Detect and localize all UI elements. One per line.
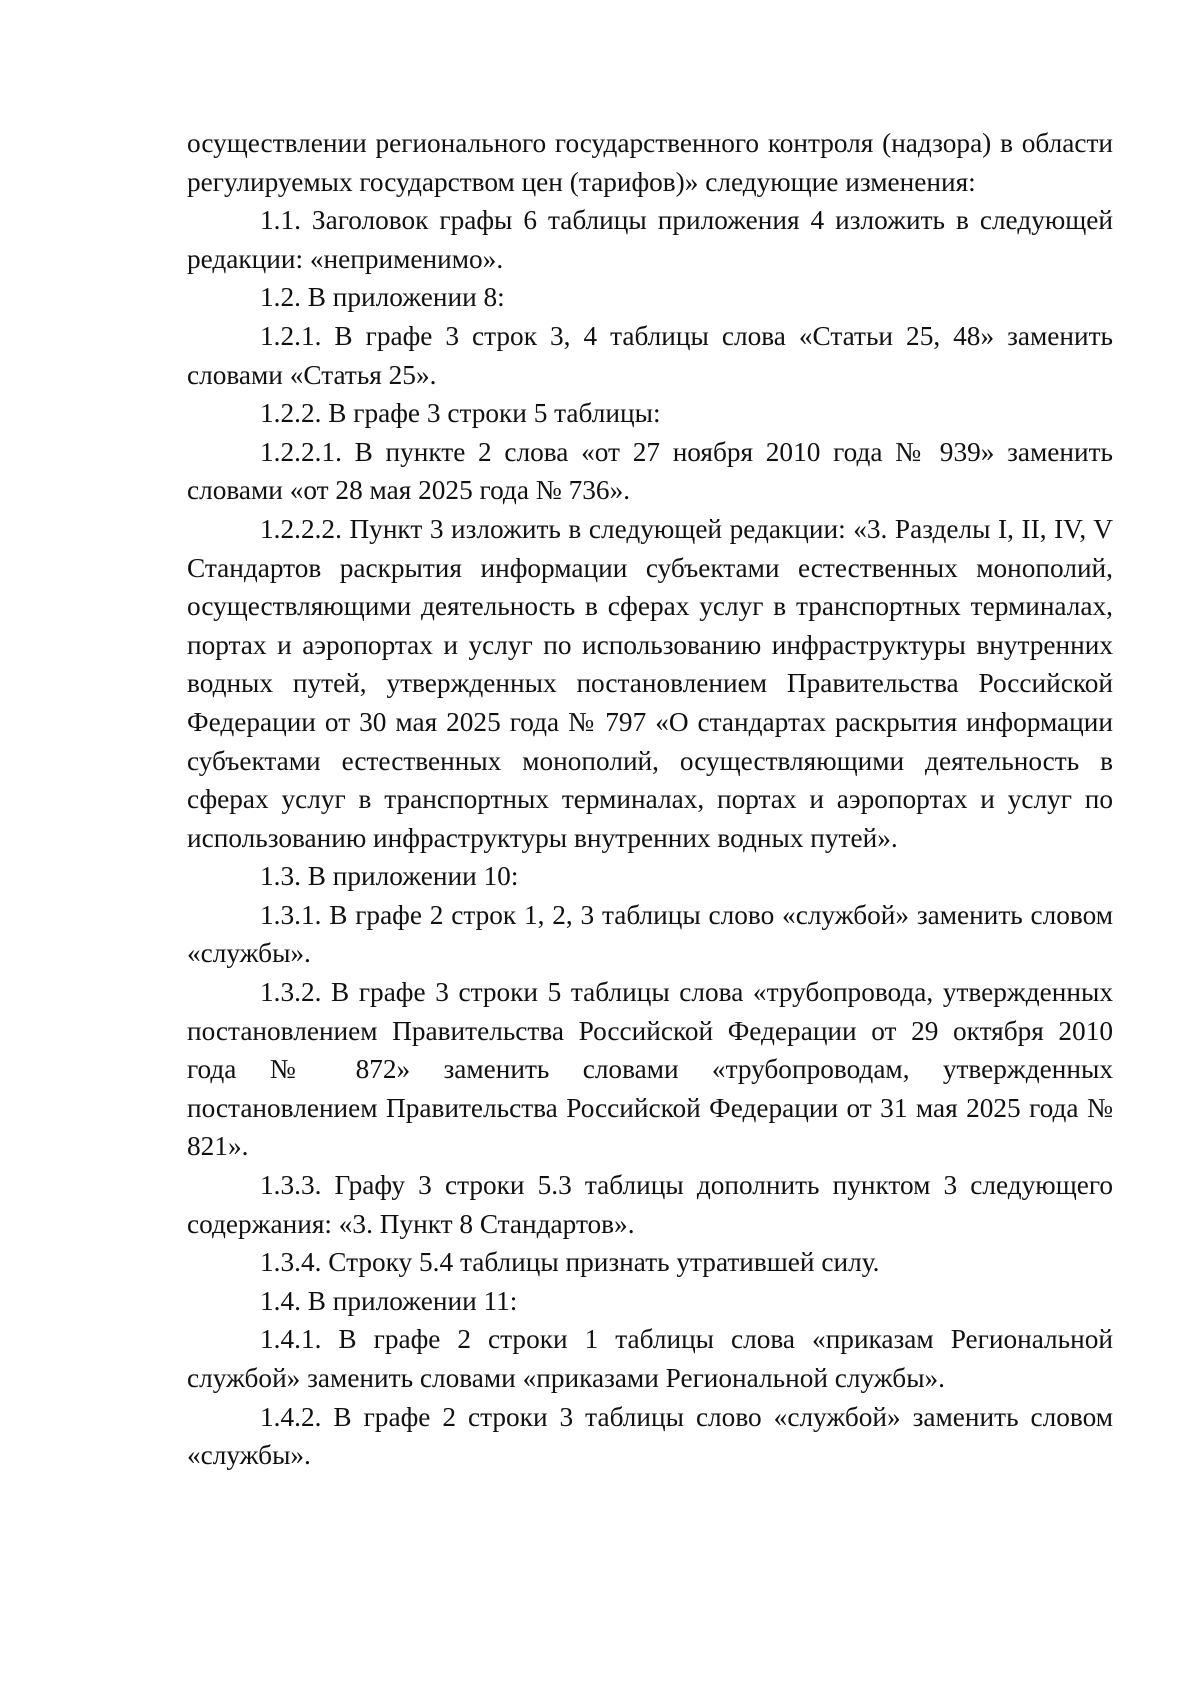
paragraph-1-4-1: 1.4.1. В графе 2 строки 1 таблицы слова «приказам Региональной службой» заменить словами «приказами Региональной службы». xyxy=(187,1324,1113,1393)
paragraph-1-3-3: 1.3.3. Графу 3 строки 5.3 таблицы дополнить пунктом 3 следующего содержания: «3. Пункт 8 Стандартов». xyxy=(187,1170,1113,1239)
paragraph-1-2: 1.2. В приложении 8: xyxy=(260,282,505,313)
paragraph-1-2-2-1: 1.2.2.1. В пункте 2 слова «от 27 ноября 2010 года № 939» заменить словами «от 28 мая 2025 года № 736». xyxy=(187,436,1113,506)
paragraph-1-3: 1.3. В приложении 10: xyxy=(260,861,519,892)
paragraph-1-4-2: 1.4.2. В графе 2 строки 3 таблицы слово «службой» заменить словом «службы». xyxy=(187,1401,1113,1471)
paragraph-1-3-1: 1.3.1. В графе 2 строк 1, 2, 3 таблицы слово «службой» заменить словом «службы». xyxy=(187,899,1113,969)
paragraph-1-2-2: 1.2.2. В графе 3 строки 5 таблицы: xyxy=(260,398,661,429)
paragraph-1-1: 1.1. Заголовок графы 6 таблицы приложения 4 изложить в следующей редакции: «неприменимо». xyxy=(187,205,1113,274)
paragraph-intro-continuation: осуществлении регионального государственного контроля (надзора) в области регулируемых государством цен (тарифов)» следующие изменения: xyxy=(187,128,1113,197)
paragraph-1-4: 1.4. В приложении 11: xyxy=(260,1285,518,1316)
document-page xyxy=(187,124,1113,1475)
paragraph-1-3-4: 1.3.4. Строку 5.4 таблицы признать утратившей силу. xyxy=(260,1247,880,1278)
paragraph-1-3-2: 1.3.2. В графе 3 строки 5 таблицы слова «трубопровода, утвержденных постановлением Правительства Российской Федерации от 29 октября 2010 года № 872» заменить словами «трубопроводам, утвержденных постановлением Правительства Российской Федерации от 31 мая 2025 года № 821». xyxy=(187,977,1113,1162)
paragraph-1-2-2-2: 1.2.2.2. Пункт 3 изложить в следующей редакции: «3. Разделы I, II, IV, V Стандартов раскрытия информации субъектами естественных монополий, осуществляющими деятельность в сферах услуг в транспортных терминалах, портах и аэропортах и услуг по использованию инфраструктуры внутренних водных путей, утвержденных постановлением Правительства Российской Федерации от 30 мая 2025 года № 797 «О стандартах раскрытия информации субъектами естественных монополий, осуществляющими деятельность в сферах услуг в транспортных терминалах, портах и аэропортах и услуг по использованию инфраструктуры внутренних водных путей». xyxy=(187,513,1113,853)
paragraph-1-2-1: 1.2.1. В графе 3 строк 3, 4 таблицы слова «Статьи 25, 48» заменить словами «Статья 25». xyxy=(187,320,1113,390)
